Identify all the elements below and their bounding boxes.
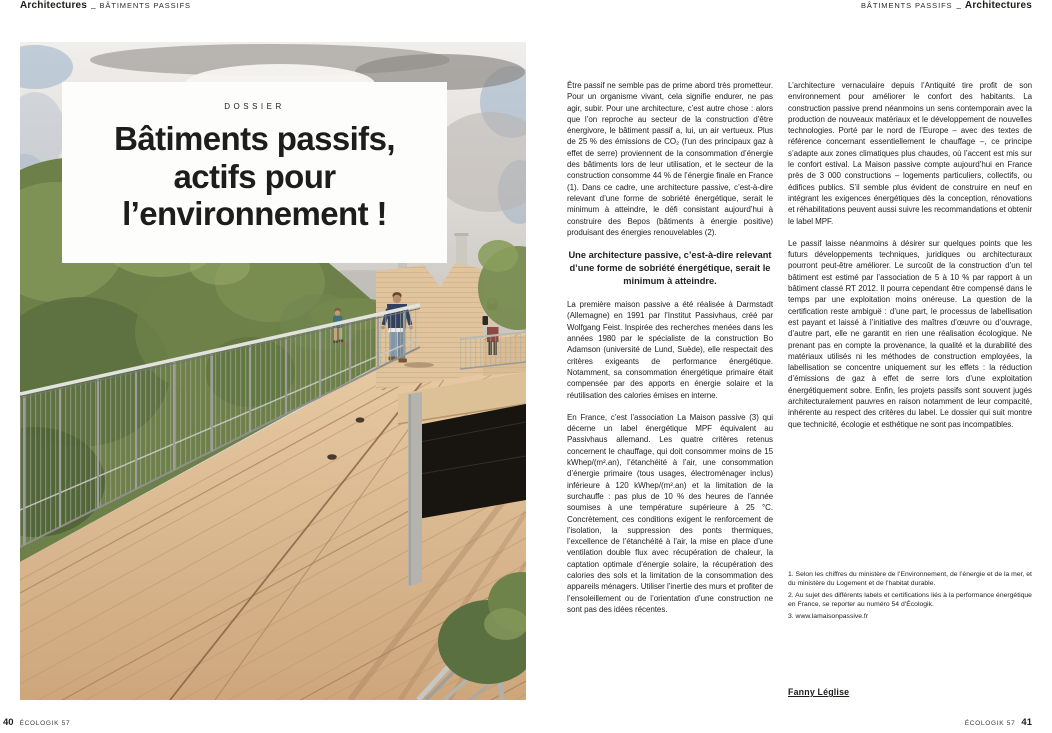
magazine-folio: ÉCOLOGIK 57 — [964, 720, 1016, 727]
article-column-1 — [567, 80, 773, 712]
paragraph: L’architecture vernaculaire depuis l’Antiquité tire profit de son environnement pour améliorer le confort des habitants. La construction passive prend néanmoins un sens contemporain avec la production de nouveaux matériaux et le développement de nouvelles technologies. Porté par le nord de l’Europe – avec des textes de référence concernant essentiellement le chauffage –, ce principe s’adapte aux zones climatiques plus chaudes, où l’accent est mis sur le confort estival. La Maison passive compte aujourd’hui en France près de 3 000 constructions – logements particuliers, collectifs, ou édifices publics. S’il semble plus évident de construire en neuf en intégrant les exigences énergétiques dès la conception, rénovations et réhabilitations peuvent aussi suivre les recommandations et obtenir le label MPF. — [788, 81, 1032, 226]
dossier-kicker: DOSSIER — [224, 102, 285, 111]
page-number-right: 41 — [1021, 717, 1032, 728]
running-head-separator: _ — [91, 0, 96, 9]
handbag — [483, 316, 489, 325]
footnote-1: 1. Selon les chiffres du ministère de l’Environnement, de l’énergie et de la mer, et du ministère du Logement et de l’habitat durable. — [788, 571, 1032, 587]
footnote-3: 3. www.lamaisonpassive.fr — [788, 613, 869, 621]
terrace-railing — [460, 332, 526, 369]
article-title — [70, 120, 439, 233]
author-byline: Fanny Léglise — [788, 687, 850, 697]
magazine-brand: Architectures — [20, 0, 88, 11]
paragraph: Être passif ne semble pas de prime abord très prometteur. Pour un organisme vivant, cela signifie endurer, ne pas agir, subir. Pour une architecture, c’est autre chose : alors que l’on reproche au secteur de la construction d’être énergivore, le bâtiment passif a, lui, un air vertueux. Plus de 25 % des émissions de CO₂ (l’un des principaux gaz à effet de serre) proviennent de la consommation d’énergie des bâtiments lors de leur utilisation, et le secteur de la construction consomme 44 % de l’énergie finale en France (1). Dans ce cadre, une architecture passive, c’est-à-dire relevant d’une forme de sobriété énergétique, serait le minimum à atteindre, le défi consistant aujourd’hui à construire des Bepos (bâtiments à énergie positive) produisant des énergies renouvelables (2). — [567, 81, 773, 237]
magazine-brand: Architectures — [964, 0, 1032, 11]
paragraph: En France, c’est l’association La Maison passive (3) qui décerne un label énergétique MPF équivalent au Passivhaus allemand. Les quatre critères retenus concernent le chauffage, qui doit consommer moins de 15 kWhep/(m².an), l’étanchéité à l’air, une consommation d’énergie primaire (tous usages, électroménager inclus) inférieure à 120 kWhep/(m².an) et la limitation de la surchauffe : pas plus de 10 % des heures de l’année soumises à une température supérieure à 25 °C. Concrètement, ces conditions exigent le renforcement de l’isolation, la suppression des ponts thermiques, l’excellence de l’étanchéité à l’air, la mise en place d’une ventilation double flux avec récupération de chaleur, la captation optimale d’énergie solaire, la récupération des calories des sols et la limitation de la consommation des appareils ménagers. Utiliser l’inertie des murs et profiter de l’ensoleillement ou de l’orientation d’une construction ne sont pas des idées récentes. — [567, 412, 773, 614]
article-title-line-3: l’environnement ! — [122, 195, 387, 232]
running-head-left — [20, 0, 191, 11]
article-title-line-2: actifs pour — [173, 157, 336, 195]
paragraph: La première maison passive a été réalisée à Darmstadt (Allemagne) en 1991 par l’Institut Passivhaus, créé par Wolfgang Feist. Inspirée des recherches menées dans les années 1980 par le spécialiste de la construction Bo Adamson (université de Lund, Suède), elle respectait des critères exigeants de performance énergétique. Notamment, sa consommation énergétique primaire était compensée par des apports en énergie solaire et la réutilisation des calories émises en interne. — [567, 300, 773, 400]
article-title-line-1: Bâtiments passifs, — [114, 120, 395, 157]
magazine-folio: ÉCOLOGIK 57 — [19, 720, 71, 727]
folio-right — [965, 717, 1032, 728]
title-card — [62, 82, 447, 263]
running-head-right — [861, 0, 1032, 11]
paragraph: Le passif laisse néanmoins à désirer sur quelques points que les futurs développements techniques, juridiques ou architecturaux pourront peut-être améliorer. Le surcoût de la construction d’un tel bâtiment est estimé par l’association de 5 à 10 % par rapport à un bâtiment classé RT 2012. Il pourra cependant être compensé dans le temps par une exploitation moins onéreuse. La question de la certification reste ambiguë : d’une part, le processus de labellisation est payant et laissé à l’initiative des maîtres d’œuvre ou d’ouvrage, d’autre part, elle ne garantit en rien une réalisation écologique. Ne prenant pas en compte la provenance, la qualité et la durabilité des matériaux utilisés ni les méthodes de construction employées, la labellisation se concentre uniquement sur les effets : la réduction d’émissions de gaz à effet de serre lors d’une exploitation énergétiquement sobre. Enfin, les projets passifs sont souvent jugés architecturalement pauvres en raison notamment de leur compacité, inhérente au respect des critères du label. Le dossier qui suit montre que technicité, écologie et esthétique ne sont pas incompatibles. — [788, 238, 1032, 429]
footnotes — [788, 571, 1032, 625]
article-column-2 — [788, 80, 1032, 568]
folio-left — [3, 717, 70, 728]
running-head-separator: _ — [956, 0, 961, 9]
page-number-left: 40 — [3, 717, 14, 728]
footnote-2: 2. Au sujet des différents labels et certifications liés à la performance énergétique en France, se reporter au numéro 54 d’Écologik. — [788, 592, 1032, 608]
section-label: BÂTIMENTS PASSIFS — [861, 1, 953, 10]
pull-quote-subhead: Une architecture passive, c’est-à-dire relevant d’une forme de sobriété énergétique, serait le minimum à atteindre. — [568, 250, 772, 287]
section-label: BÂTIMENTS PASSIFS — [99, 1, 191, 10]
